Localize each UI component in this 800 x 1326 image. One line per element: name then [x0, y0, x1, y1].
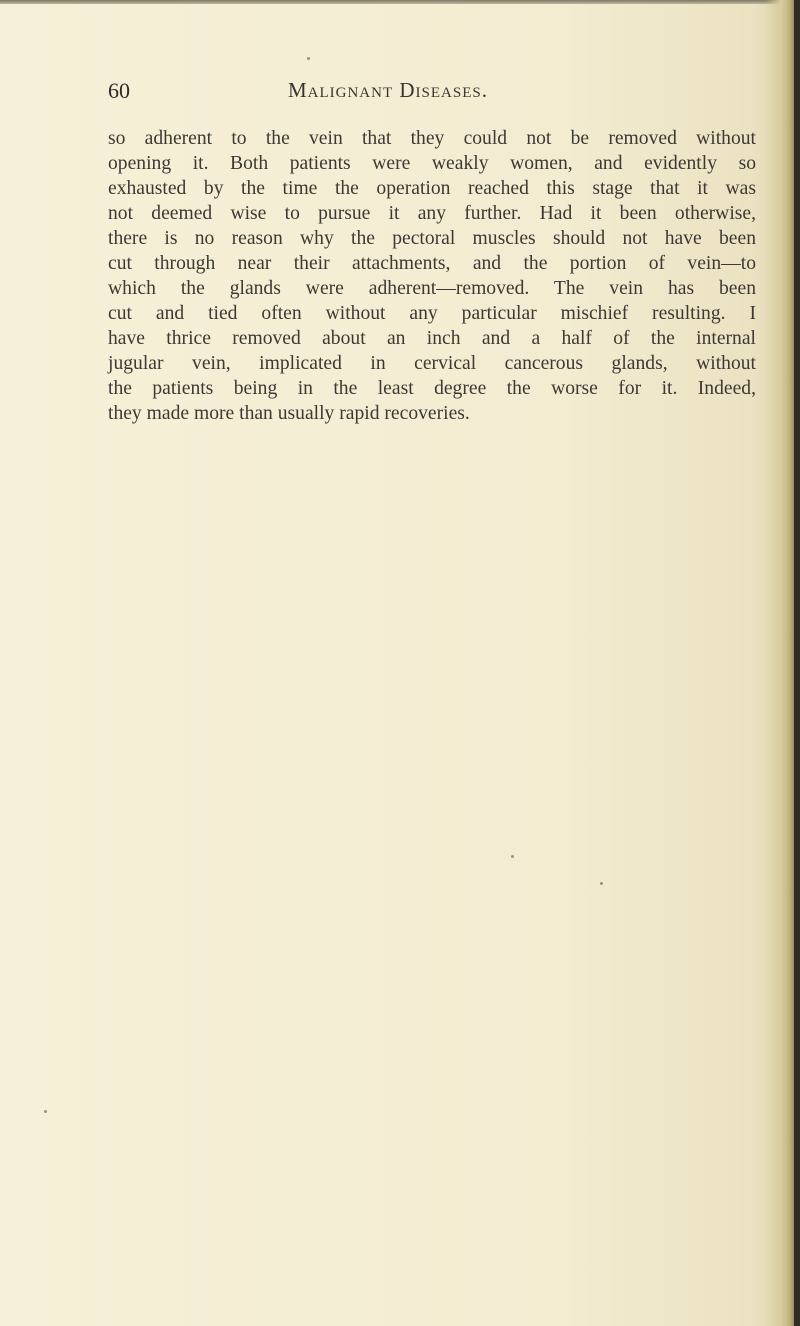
text-line: opening it. Both patients were weakly women, and evidently so — [108, 153, 756, 174]
paper-speck — [307, 57, 310, 60]
text-line: so adherent to the vein that they could not be removed without — [108, 128, 756, 149]
paper-speck — [44, 1110, 47, 1113]
text-line: jugular vein, implicated in cervical cancerous glands, without — [108, 353, 756, 374]
text-line: which the glands were adherent—removed. The vein has been — [108, 278, 756, 299]
text-line: exhausted by the time the operation reached this stage that it was — [108, 178, 756, 199]
text-line: have thrice removed about an inch and a half of the internal — [108, 328, 756, 349]
text-line: there is no reason why the pectoral muscles should not have been — [108, 228, 756, 249]
text-line: cut and tied often without any particular mischief resulting. I — [108, 303, 756, 324]
text-line: they made more than usually rapid recoveries. — [108, 403, 470, 424]
book-spine — [794, 0, 800, 1326]
page-top-edge — [0, 0, 800, 4]
paper-speck — [511, 855, 514, 858]
body-text — [108, 126, 756, 426]
paper-speck — [600, 882, 603, 885]
running-head: Malignant Diseases. — [287, 78, 488, 102]
text-line: the patients being in the least degree the worse for it. Indeed, — [108, 378, 756, 399]
text-line: cut through near their attachments, and the portion of vein—to — [108, 253, 756, 274]
page-header — [108, 78, 748, 118]
page-number: 60 — [108, 78, 130, 103]
text-line: not deemed wise to pursue it any further. Had it been otherwise, — [108, 203, 756, 224]
